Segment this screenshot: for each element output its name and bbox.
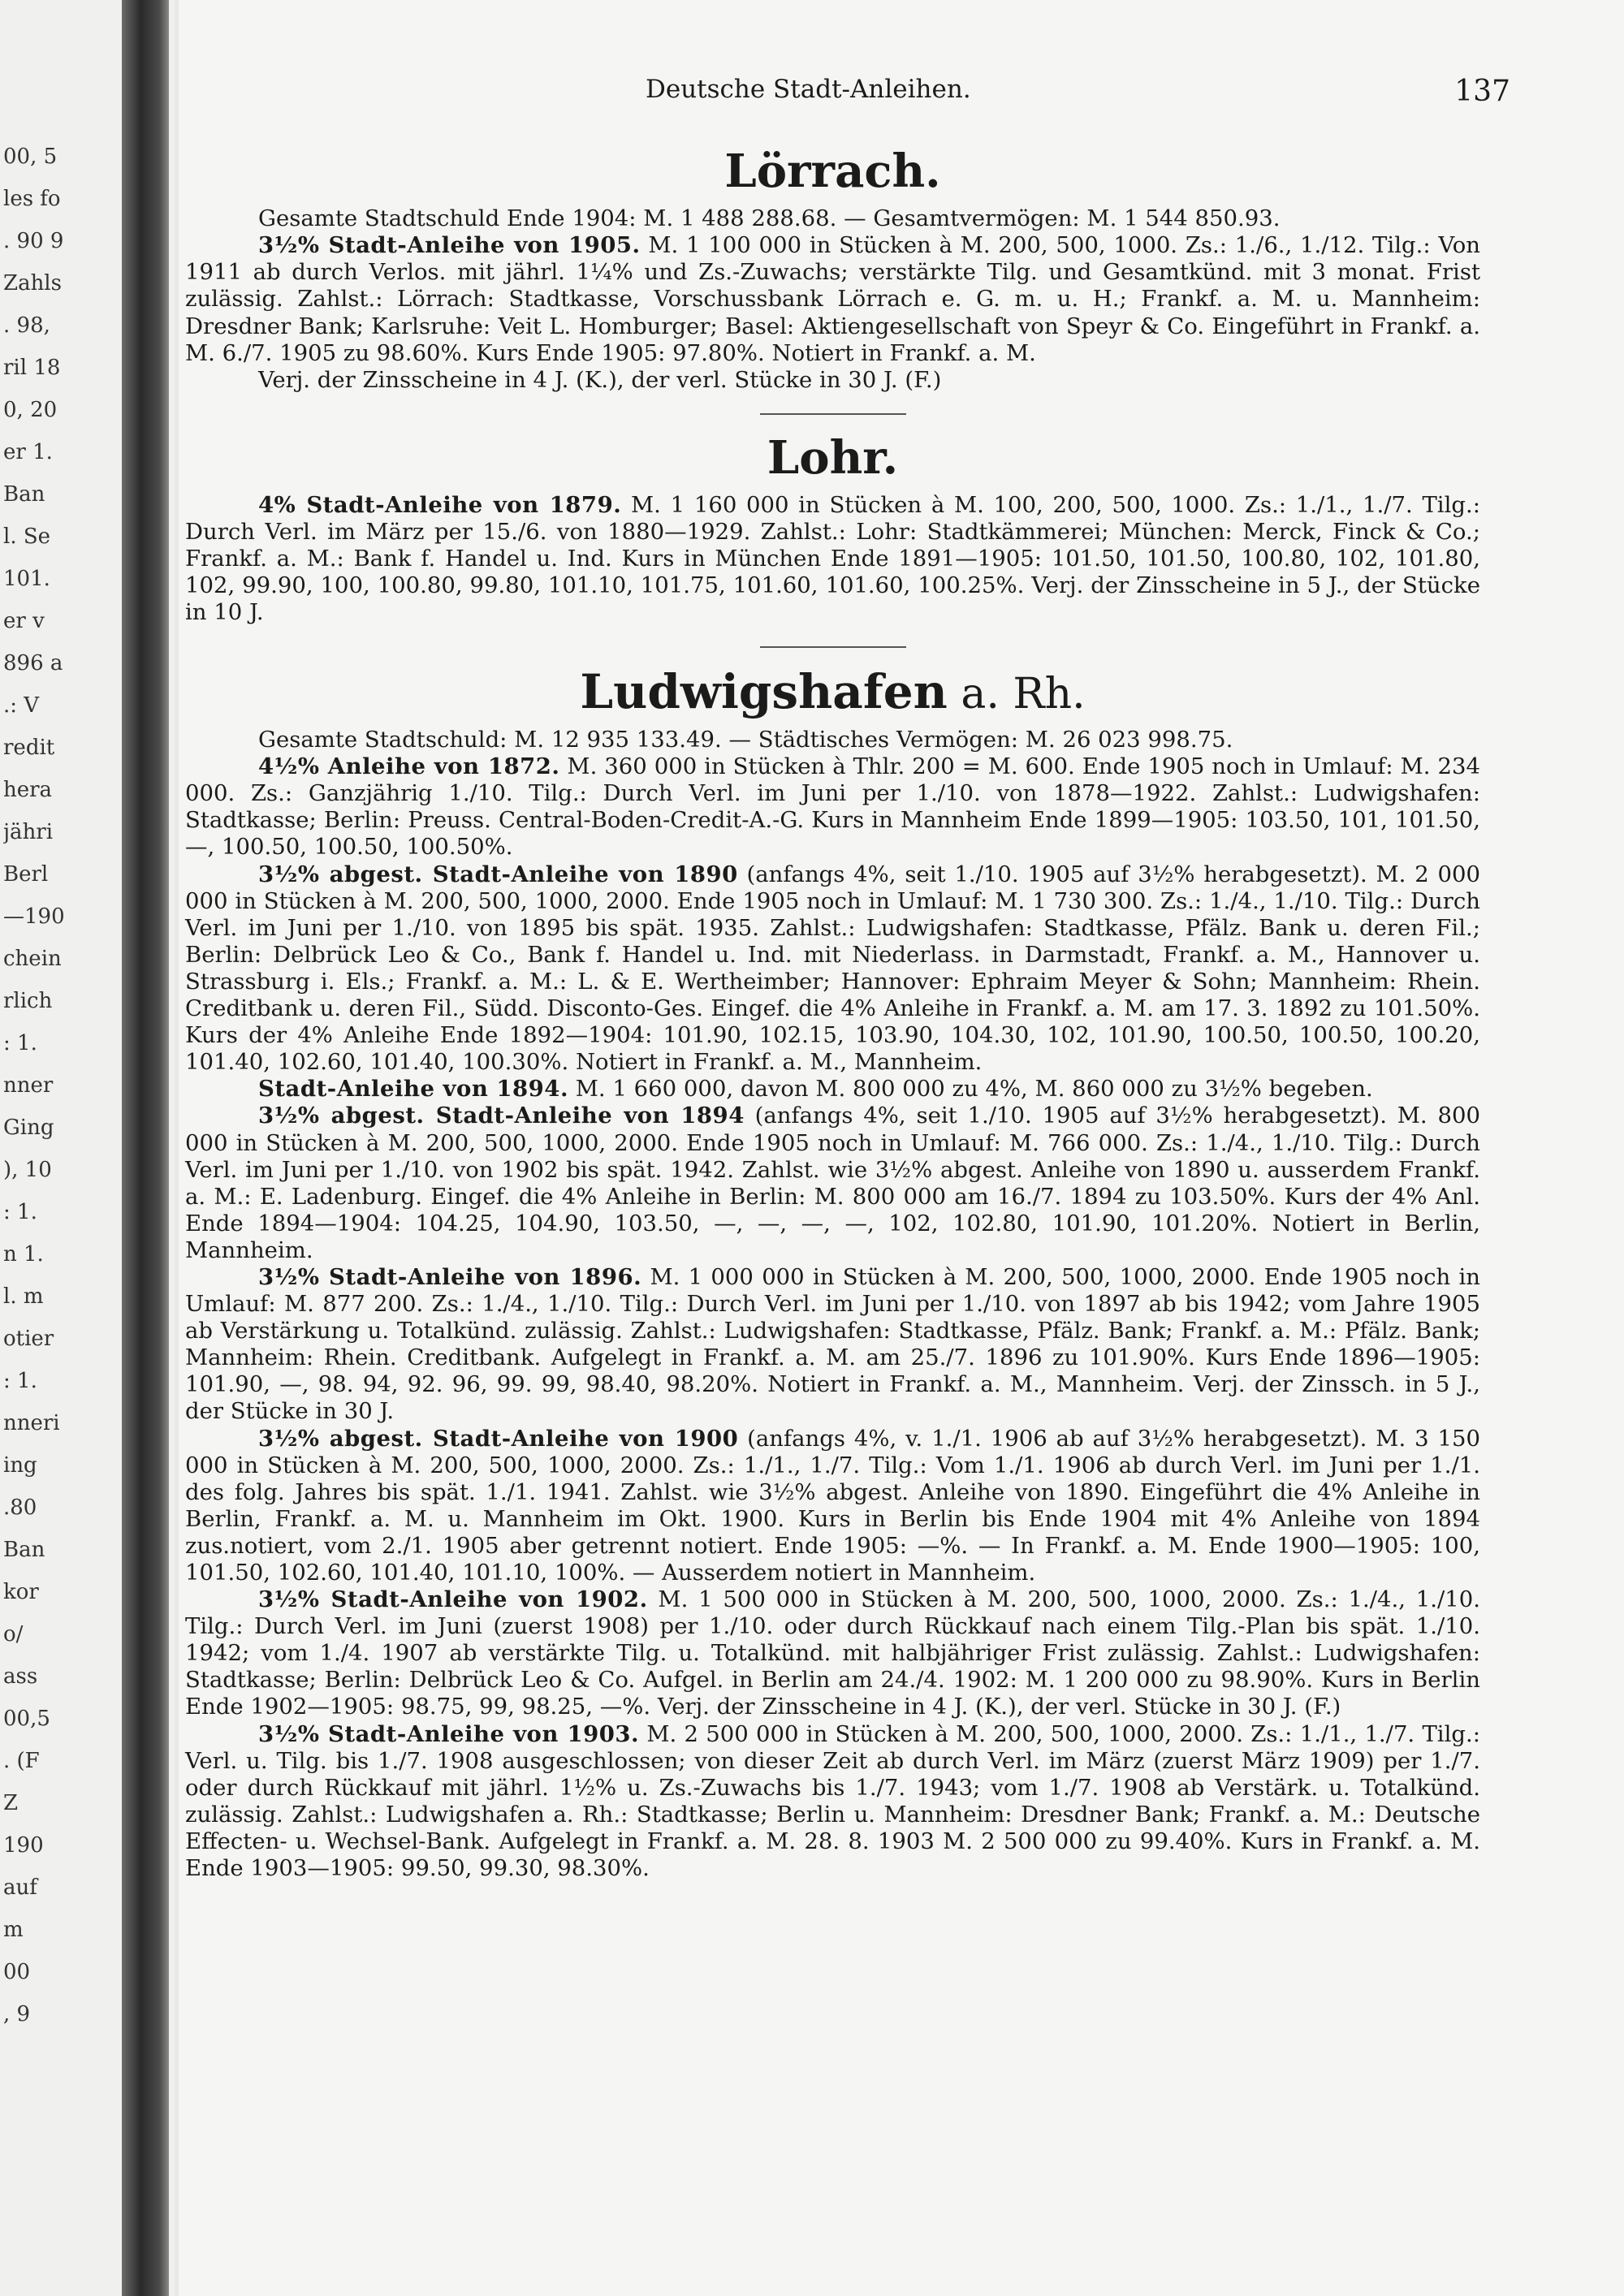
bond-text: M. 1 100 000 in Stücken à M. 200, 500, 1000. Zs.: 1./6., 1./12. Tilg.: Von 1911 ab durch Verlos. mit jährl. 1¼% und Zs.-Zuwachs; verstärkte Tilg. und Gesamtkünd. mit 3 monat. Frist zulässig. Zahlst.: Lörrach: Stadtkasse, Vorschussbank Lörrach e. G. m. u. H.; Frankf. a. M. u. Mannheim: Dresdner Bank; Karlsruhe: Veit L. Homburger; Basel: Aktiengesellschaft von Speyr & Co. Eingeführt in Frankf. a. M. 6./7. 1905 zu 98.60%. Kurs Ende 1905: 97.80%. Notiert in Frankf. a. M. xyxy=(185,232,1480,366)
margin-fragment: er 1. xyxy=(3,440,53,464)
margin-fragment: : 1. xyxy=(3,1369,37,1393)
adjacent-page-spine xyxy=(0,0,175,2296)
bond-entry xyxy=(185,1264,1480,1426)
debt-summary: Gesamte Stadtschuld: M. 12 935 133.49. — Städtisches Vermögen: M. 26 023 998.75. xyxy=(258,727,1233,753)
margin-fragment: nneri xyxy=(3,1411,60,1435)
margin-fragment: nner xyxy=(3,1073,54,1098)
margin-fragment: jähri xyxy=(3,820,54,844)
margin-fragment: —190 xyxy=(3,904,65,929)
margin-fragment: ing xyxy=(3,1453,37,1478)
margin-fragment: Ging xyxy=(3,1116,54,1140)
note-text: Verj. der Zinsscheine in 4 J. (K.), der verl. Stücke in 30 J. (F.) xyxy=(258,366,942,393)
bond-heading: 3½% Stadt-Anleihe von 1905. xyxy=(258,232,641,259)
bond-entry xyxy=(185,1103,1480,1264)
bond-text: (anfangs 4%, seit 1./10. 1905 auf 3½% herabgesetzt). M. 800 000 in Stücken à M. 200, 500, 1000, 2000. Ende 1905 noch in Umlauf: M. 766 000. Zs.: 1./4., 1./10. Tilg.: Durch Verl. im Juni per 1./10. von 1902 bis spät. 1942. Zahlst. wie 3½% abgest. Anleihe von 1890 u. ausserdem Frankf. a. M.: E. Ladenburg. Eingef. die 4% Anleihe in Berlin: M. 800 000 am 16./7. 1894 zu 103.50%. Kurs der 4% Anl. Ende 1894—1904: 104.25, 104.90, 103.50, —, —, —, —, 102, 102.80, 101.90, 101.20%. Notiert in Berlin, Mannheim. xyxy=(185,1103,1480,1263)
margin-fragment: otier xyxy=(3,1327,54,1351)
margin-fragment: 896 a xyxy=(3,651,63,675)
bond-heading: 3½% abgest. Stadt-Anleihe von 1900 xyxy=(258,1425,739,1452)
margin-fragment: Berl xyxy=(3,862,49,887)
margin-fragment: . (F xyxy=(3,1749,40,1773)
margin-fragment: . 98, xyxy=(3,313,50,338)
margin-fragment: n 1. xyxy=(3,1242,44,1267)
margin-fragment: er v xyxy=(3,609,45,633)
bond-heading: 4½% Anleihe von 1872. xyxy=(258,753,560,780)
margin-fragment: 190 xyxy=(3,1833,44,1858)
margin-fragment: l. Se xyxy=(3,524,51,549)
book-gutter xyxy=(122,0,169,2296)
margin-fragment: 00,5 xyxy=(3,1707,50,1731)
page-number: 137 xyxy=(1454,75,1510,108)
margin-fragment: .: V xyxy=(3,693,40,718)
margin-fragment: chein xyxy=(3,947,62,971)
margin-fragment: hera xyxy=(3,778,53,802)
margin-fragment: Ban xyxy=(3,482,45,507)
margin-fragment: auf xyxy=(3,1875,37,1900)
margin-fragment: 00 xyxy=(3,1960,31,1984)
bond-text: (anfangs 4%, seit 1./10. 1905 auf 3½% herabgesetzt). M. 2 000 000 in Stücken à M. 200, 500, 1000, 2000. Ende 1905 noch in Umlauf: M. 1 730 300. Zs.: 1./4., 1./10. Tilg.: Durch Verl. im Juni per 1./10. von 1895 bis spät. 1935. Zahlst.: Ludwigshafen: Stadtkasse, Pfälz. Bank u. deren Fil.; Berlin: Delbrück Leo & Co., Bank f. Handel u. Ind. mit Niederlass. in Darmstadt, Frankf. a. M., Hannover u. Strassburg i. Els.; Frankf. a. M.: L. & E. Wertheimber; Hannover: Ephraim Meyer & Sohn; Mannheim: Rhein. Creditbank u. deren Fil., Südd. Disconto-Ges. Eingef. die 4% Anleihe in Frankf. a. M. am 17. 3. 1892 zu 101.50%. Kurs der 4% Anleihe Ende 1892—1904: 101.90, 102.15, 103.90, 104.30, 102, 101.90, 100.50, 100.50, 100.20, 101.40, 102.60, 101.40, 100.30%. Notiert in Frankf. a. M., Mannheim. xyxy=(185,861,1480,1076)
section-loerrach xyxy=(185,145,1480,394)
margin-fragment: redit xyxy=(3,736,55,760)
margin-fragment: .80 xyxy=(3,1495,37,1520)
margin-fragment: 00, 5 xyxy=(3,145,58,169)
bond-entry xyxy=(185,861,1480,1077)
margin-fragment: ), 10 xyxy=(3,1158,52,1182)
margin-fragment: : 1. xyxy=(3,1200,37,1224)
section-ludwigshafen xyxy=(185,664,1480,1883)
running-title: Deutsche Stadt-Anleihen. xyxy=(646,75,971,104)
margin-fragment: ril 18 xyxy=(3,356,61,380)
margin-fragment: kor xyxy=(3,1580,39,1604)
section-title: Lörrach. xyxy=(724,145,941,198)
bond-entry xyxy=(185,1426,1480,1587)
margin-fragment: l. m xyxy=(3,1284,44,1309)
bond-text: M. 1 660 000, davon M. 800 000 zu 4%, M. 860 000 zu 3½% begeben. xyxy=(568,1076,1373,1103)
bond-heading: 3½% Stadt-Anleihe von 1896. xyxy=(258,1263,642,1290)
section-divider xyxy=(760,413,906,415)
margin-fragment: , 9 xyxy=(3,2002,31,2026)
bond-text: (anfangs 4%, v. 1./1. 1906 ab auf 3½% herabgesetzt). M. 3 150 000 in Stücken à M. 200, 500, 1000, 2000. Zs.: 1./1., 1./7. Tilg.: Vom 1./1. 1906 ab durch Verl. im Juni per 1./1. des folg. Jahres bis spät. 1./1. 1941. Zahlst. wie 3½% abgest. Anleihe von 1890. Eingeführt die 4% Anleihe in Berlin, Frankf. a. M. u. Mannheim im Okt. 1900. Kurs in Berlin bis Ende 1904 mit 4% Anleihe von 1894 zus.notiert, vom 2./1. 1905 aber getrennt notiert. Ende 1905: —%. — In Frankf. a. M. Ende 1900—1905: 100, 101.50, 102.60, 101.40, 101.10, 100%. — Ausserdem notiert in Mannheim. xyxy=(185,1425,1480,1586)
margin-fragment: m xyxy=(3,1918,24,1942)
margin-fragment: : 1. xyxy=(3,1031,37,1055)
margin-fragment: o/ xyxy=(3,1622,24,1646)
margin-fragment: 101. xyxy=(3,567,50,591)
margin-fragment: ass xyxy=(3,1664,38,1689)
bond-heading: 3½% Stadt-Anleihe von 1902. xyxy=(258,1586,648,1613)
debt-summary: Gesamte Stadtschuld Ende 1904: M. 1 488 288.68. — Gesamtvermögen: M. 1 544 850.93. xyxy=(258,205,1281,232)
book-page xyxy=(179,0,1624,2296)
bond-text: M. 2 500 000 in Stücken à M. 200, 500, 1000, 2000. Zs.: 1./1., 1./7. Tilg.: Verl. u. Tilg. bis 1./7. 1908 ausgeschlossen; von dieser Zeit ab durch Verl. im März (zuerst März 1909) per 1./7. oder durch Rückkauf mit jährl. 1½% u. Zs.-Zuwachs bis 1./7. 1943; vom 1./7. 1908 ab Verstärk. u. Totalkünd. zulässig. Zahlst.: Ludwigshafen a. Rh.: Stadtkasse; Berlin u. Mannheim: Dresdner Bank; Frankf. a. M.: Deutsche Effecten- u. Wechsel-Bank. Aufgelegt in Frankf. a. M. 28. 8. 1903 M. 2 500 000 zu 99.40%. Kurs in Frankf. a. M. Ende 1903—1905: 99.50, 99.30, 98.30%. xyxy=(185,1720,1480,1882)
bond-entry xyxy=(185,492,1480,626)
section-title: Lohr. xyxy=(767,430,899,485)
margin-fragment: les fo xyxy=(3,187,61,211)
bond-text: M. 1 160 000 in Stücken à M. 100, 200, 500, 1000. Zs.: 1./1., 1./7. Tilg.: Durch Verl. im März per 15./6. von 1880—1929. Zahlst.: Lohr: Stadtkämmerei; München: Merck, Finck & Co.; Frankf. a. M.: Bank f. Handel u. Ind. Kurs in München Ende 1891—1905: 101.50, 101.50, 100.80, 102, 101.80, 102, 99.90, 100, 100.80, 99.80, 101.10, 101.75, 101.60, 101.60, 100.25%. Verj. der Zinsscheine in 5 J., der Stücke in 10 J. xyxy=(185,492,1480,626)
bond-heading: 4% Stadt-Anleihe von 1879. xyxy=(258,492,622,519)
bond-entry xyxy=(185,1721,1480,1883)
bond-heading: Stadt-Anleihe von 1894. xyxy=(258,1076,569,1103)
bond-entry xyxy=(185,1586,1480,1720)
margin-fragment: Z xyxy=(3,1791,19,1815)
margin-fragment: . 90 9 xyxy=(3,229,64,253)
bond-heading: 3½% abgest. Stadt-Anleihe von 1890 xyxy=(258,861,738,887)
margin-fragment: 0, 20 xyxy=(3,398,58,422)
bond-heading: 3½% abgest. Stadt-Anleihe von 1894 xyxy=(258,1103,745,1129)
bond-text: M. 1 500 000 in Stücken à M. 200, 500, 1000, 2000. Zs.: 1./4., 1./10. Tilg.: Durch Verl. im Juni (zuerst 1908) per 1./10. oder durch Rückkauf nach einem Tilg.-Plan bis spät. 1./10. 1942; vom 1./4. 1907 ab verstärkte Tilg. u. Totalkünd. mit halbjähriger Frist zulässig. Zahlst.: Ludwigshafen: Stadtkasse; Berlin: Delbrück Leo & Co. Aufgel. in Berlin am 24./4. 1902: M. 1 200 000 zu 98.90%. Kurs in Berlin Ende 1902—1905: 98.75, 99, 98.25, —%. Verj. der Zinsscheine in 4 J. (K.), der verl. Stücke in 30 J. (F.) xyxy=(185,1586,1480,1720)
bond-heading: 3½% Stadt-Anleihe von 1903. xyxy=(258,1720,640,1747)
bond-entry xyxy=(185,753,1480,861)
margin-fragment: Ban xyxy=(3,1538,45,1562)
bond-text: M. 1 000 000 in Stücken à M. 200, 500, 1000, 2000. Ende 1905 noch in Umlauf: M. 877 200. Zs.: 1./4., 1./10. Tilg.: Durch Verl. im Juni per 1./10. von 1897 ab bis 1942; vom Jahre 1905 ab Verstärkung u. Totalkünd. zulässig. Zahlst.: Ludwigshafen: Stadtkasse, Pfälz. Bank; Frankf. a. M.: Pfälz. Bank; Mannheim: Rhein. Creditbank. Aufgelegt in Frankf. a. M. am 25./7. 1896 zu 101.90%. Kurs Ende 1896—1905: 101.90, —, 98. 94, 92. 96, 99. 99, 98.40, 98.20%. Notiert in Frankf. a. M., Mannheim. Verj. der Zinssch. in 5 J., der Stücke in 30 J. xyxy=(185,1263,1480,1425)
main-text-column xyxy=(179,136,1480,1882)
margin-fragment: rlich xyxy=(3,989,53,1013)
margin-fragment: Zahls xyxy=(3,271,62,296)
section-lohr xyxy=(185,431,1480,627)
bond-entry xyxy=(185,232,1480,366)
section-divider xyxy=(760,646,906,648)
section-title: Ludwigshafen a. Rh. xyxy=(580,663,1086,719)
bond-text: M. 360 000 in Stücken à Thlr. 200 = M. 600. Ende 1905 noch in Umlauf: M. 234 000. Zs.: Ganzjährig 1./10. Tilg.: Durch Verl. im Juni per 1./10. von 1878—1922. Zahlst.: Ludwigshafen: Stadtkasse; Berlin: Preuss. Central-Boden-Credit-A.-G. Kurs in Mannheim Ende 1899—1905: 103.50, 101, 101.50, —, 100.50, 100.50, 100.50%. xyxy=(185,753,1480,861)
bond-entry xyxy=(185,1076,1480,1103)
